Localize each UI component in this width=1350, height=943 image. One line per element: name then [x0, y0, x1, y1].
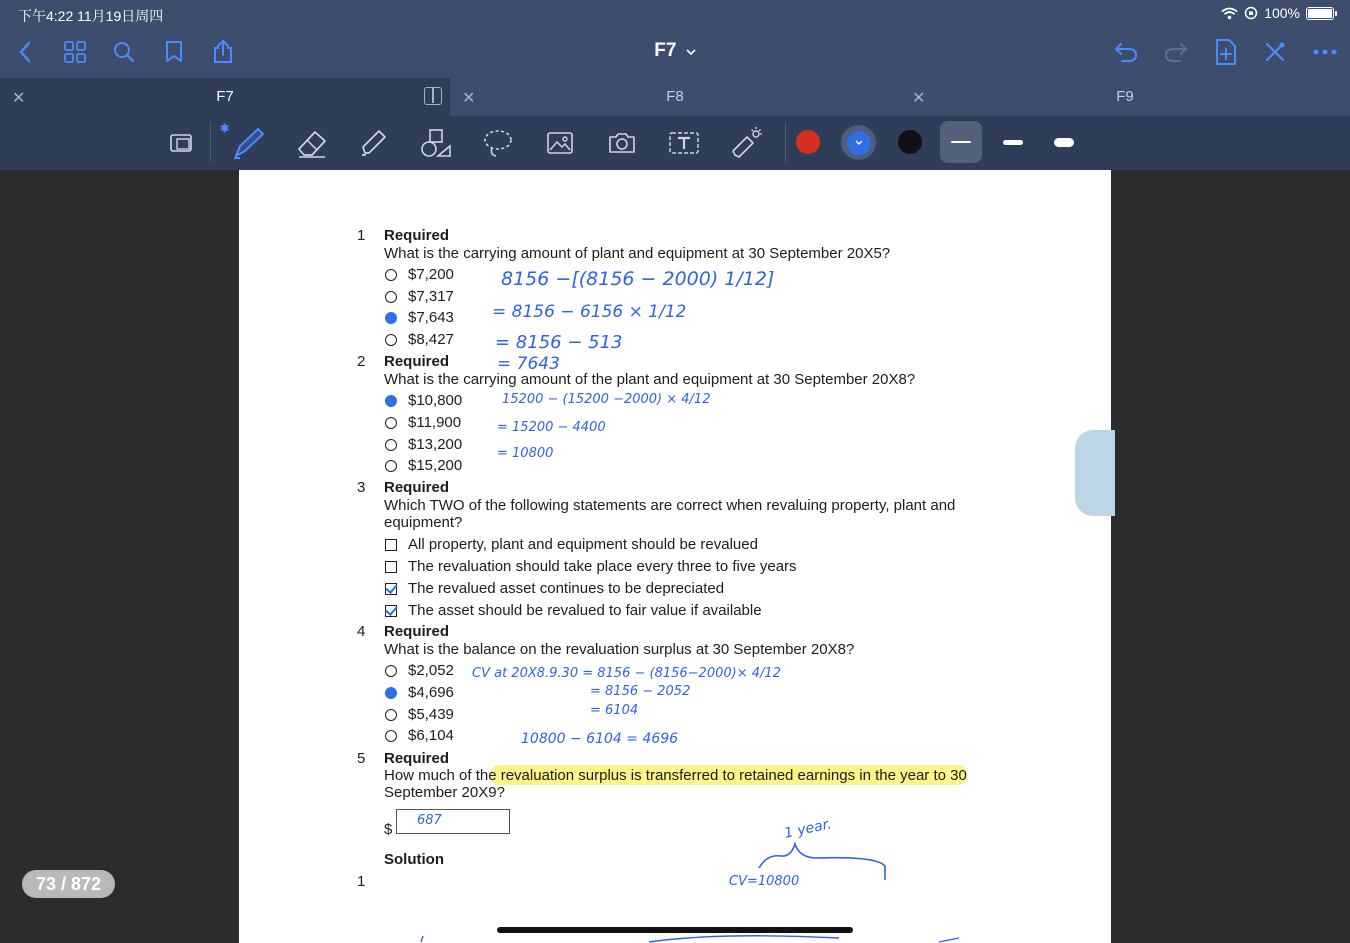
status-time: 下午4:22 11月19日周四 — [18, 8, 164, 24]
handwritten-note: 15200 − (15200 −2000) × 4/12 — [502, 392, 711, 407]
option-label: The asset should be revalued to fair value if available — [408, 602, 762, 619]
option-label: $8,427 — [408, 331, 454, 348]
question-number: 5 — [357, 750, 366, 767]
color-blue-swatch[interactable] — [841, 125, 876, 160]
lasso-tool[interactable] — [478, 125, 518, 161]
option-radio[interactable] — [385, 457, 462, 474]
document-title: F7 — [654, 40, 677, 61]
wifi-icon — [1221, 7, 1238, 20]
question-number: 1 — [357, 227, 366, 244]
text-icon — [668, 130, 700, 156]
option-checkbox[interactable] — [385, 602, 762, 619]
option-label: $4,696 — [408, 684, 454, 701]
pen-off-icon — [1264, 41, 1286, 63]
close-icon[interactable]: ✕ — [12, 90, 26, 107]
stroke-thin-button[interactable] — [940, 121, 982, 163]
document-title-menu[interactable] — [0, 40, 1350, 62]
status-right — [1221, 5, 1334, 21]
highlighted-text: revaluation surplus is transferred to retained earnings in the year to 30 — [500, 767, 967, 784]
option-radio[interactable] — [385, 414, 461, 431]
option-label: $15,200 — [408, 457, 463, 474]
handwritten-note: 10800 − 6104 = 4696 — [521, 731, 679, 747]
option-label: $7,643 — [408, 309, 454, 326]
document-page[interactable] — [239, 170, 1111, 943]
close-icon[interactable]: ✕ — [462, 90, 476, 107]
question-text: equipment? — [384, 514, 463, 531]
solution-heading: Solution — [384, 851, 444, 868]
answer-input[interactable] — [396, 809, 510, 834]
eraser-tool[interactable] — [292, 125, 332, 161]
radio-button[interactable] — [385, 395, 397, 407]
option-label: All property, plant and equipment should be revalued — [408, 536, 758, 553]
lasso-icon — [482, 128, 514, 158]
radio-button[interactable] — [385, 417, 397, 429]
stroke-medium-preview — [1003, 140, 1023, 145]
shapes-icon — [420, 128, 452, 158]
image-tool[interactable] — [540, 125, 580, 161]
top-bar — [0, 0, 1350, 78]
question-heading: Required — [384, 479, 450, 496]
redo-icon — [1164, 41, 1188, 63]
question-heading: Required — [384, 227, 450, 244]
text-tool[interactable] — [664, 125, 704, 161]
radio-button[interactable] — [385, 291, 397, 303]
handwritten-note: = 8156 − 2052 — [590, 684, 691, 699]
add-page-button[interactable] — [1211, 37, 1241, 67]
camera-tool[interactable] — [602, 125, 642, 161]
highlighter-tool[interactable] — [354, 125, 394, 161]
laser-pointer-tool[interactable] — [726, 125, 766, 161]
handwritten-note: CV at 20X8.9.30 = 8156 − (8156−2000)× 4/12 — [472, 666, 781, 681]
option-label: $13,200 — [408, 436, 463, 453]
highlighter-icon — [357, 127, 391, 159]
radio-button[interactable] — [385, 665, 397, 677]
chevron-down-icon — [686, 48, 696, 56]
option-checkbox[interactable] — [385, 558, 797, 575]
tab-label: F8 — [666, 88, 684, 105]
radio-button[interactable] — [385, 334, 397, 346]
more-button[interactable] — [1310, 37, 1340, 67]
orientation-lock-icon — [1244, 6, 1258, 20]
pen-tool[interactable] — [228, 125, 268, 161]
checkbox[interactable] — [385, 561, 397, 573]
question-text: What is the carrying amount of plant and equipment at 30 September 20X5? — [384, 245, 891, 262]
option-radio[interactable] — [385, 662, 454, 679]
option-radio[interactable] — [385, 392, 462, 409]
color-red-swatch[interactable] — [796, 130, 820, 154]
checkbox[interactable] — [385, 605, 397, 617]
stroke-thin-preview — [951, 141, 971, 143]
option-radio[interactable] — [385, 266, 454, 283]
option-label: The revalued asset continues to be depreciated — [408, 580, 725, 597]
handwritten-note: 8156 −[(8156 − 2000) 1/12] — [501, 268, 775, 290]
handwritten-note: = 7643 — [497, 354, 560, 374]
split-view-icon[interactable] — [424, 87, 442, 105]
checkbox[interactable] — [385, 539, 397, 551]
option-label: $10,800 — [408, 392, 463, 409]
question-number: 4 — [357, 623, 366, 640]
option-radio[interactable] — [385, 684, 454, 701]
solution-number: 1 — [357, 873, 366, 890]
handwritten-note: = 10800 — [497, 446, 554, 461]
handwritten-note: = 8156 − 513 — [495, 332, 623, 353]
battery-percent: 100% — [1264, 5, 1300, 21]
option-label: The revaluation should take place every three to five years — [408, 558, 797, 575]
question-text: What is the carrying amount of the plant and equipment at 30 September 20X8? — [384, 371, 916, 388]
option-radio[interactable] — [385, 288, 454, 305]
radio-button[interactable] — [385, 730, 397, 742]
chevron-down-icon — [855, 140, 863, 146]
question-number: 2 — [357, 353, 366, 370]
option-checkbox[interactable] — [385, 536, 758, 553]
more-icon — [1313, 49, 1337, 55]
question-text: What is the balance on the revaluation surplus at 30 September 20X8? — [384, 641, 855, 658]
page-counter: 73 / 872 — [22, 870, 115, 898]
option-radio[interactable] — [385, 706, 454, 723]
stroke-thick-button[interactable] — [1043, 121, 1085, 163]
pen-icon — [230, 126, 266, 160]
battery-icon — [1306, 7, 1334, 20]
radio-button[interactable] — [385, 312, 397, 324]
checkbox[interactable] — [385, 583, 397, 595]
question-heading: Required — [384, 623, 450, 640]
side-panel-handle[interactable] — [1075, 430, 1115, 516]
close-icon[interactable]: ✕ — [912, 90, 926, 107]
option-label: $7,200 — [408, 266, 454, 283]
option-radio[interactable] — [385, 436, 462, 453]
currency-label: $ — [384, 821, 393, 838]
tab-f9[interactable] — [900, 78, 1350, 116]
question-text — [384, 767, 967, 784]
color-black-swatch[interactable] — [898, 130, 922, 154]
tab-bar — [0, 78, 1350, 116]
option-label: $7,317 — [408, 288, 454, 305]
tab-label: F9 — [1116, 88, 1134, 105]
question-text: Which TWO of the following statements are correct when revaluing property, plant and — [384, 497, 956, 514]
radio-button[interactable] — [385, 439, 397, 451]
eraser-icon — [295, 127, 329, 159]
tab-f7[interactable] — [0, 78, 450, 116]
stroke-thick-preview — [1054, 138, 1074, 147]
selected-swatch — [847, 131, 871, 155]
redo-button[interactable] — [1161, 37, 1191, 67]
option-radio[interactable] — [385, 331, 454, 348]
stroke-medium-button[interactable] — [992, 121, 1034, 163]
handwritten-note: 1 year. — [782, 816, 833, 842]
home-indicator[interactable] — [497, 927, 853, 933]
bluetooth-icon: ✱ — [220, 123, 230, 135]
handwritten-note: = 15200 − 4400 — [497, 420, 606, 435]
add-page-icon — [1215, 39, 1237, 65]
handwritten-note: = 6104 — [590, 703, 639, 718]
radio-button[interactable] — [385, 460, 397, 472]
toolbar-divider — [785, 122, 786, 162]
scan-tool[interactable] — [162, 125, 202, 161]
option-label: $11,900 — [408, 414, 462, 431]
tab-f8[interactable] — [450, 78, 900, 116]
tab-label: F7 — [216, 88, 234, 105]
option-radio[interactable] — [385, 309, 454, 326]
question-text: September 20X9? — [384, 784, 505, 801]
annotation-toolbar — [0, 116, 1350, 170]
question-text-part: How much of the — [384, 767, 501, 784]
question-heading: Required — [384, 353, 450, 370]
option-label: $6,104 — [408, 727, 454, 744]
scan-icon — [169, 132, 195, 154]
laser-pointer-icon — [729, 127, 763, 159]
image-icon — [546, 131, 574, 155]
shapes-tool[interactable] — [416, 125, 456, 161]
toolbar-divider — [210, 122, 211, 162]
undo-icon — [1114, 41, 1138, 63]
handwritten-note: = 8156 − 6156 × 1/12 — [492, 302, 687, 322]
radio-button[interactable] — [385, 269, 397, 281]
option-label: $5,439 — [408, 706, 454, 723]
handwritten-note: CV=10800 — [729, 874, 800, 889]
camera-icon — [607, 131, 637, 155]
option-label: $2,052 — [408, 662, 454, 679]
question-number: 3 — [357, 479, 366, 496]
undo-button[interactable] — [1111, 37, 1141, 67]
close-tools-button[interactable] — [1260, 37, 1290, 67]
handwritten-answer: 687 — [417, 813, 442, 828]
radio-button[interactable] — [385, 709, 397, 721]
option-checkbox[interactable] — [385, 580, 724, 597]
option-radio[interactable] — [385, 727, 454, 744]
radio-button[interactable] — [385, 687, 397, 699]
question-heading: Required — [384, 750, 450, 767]
